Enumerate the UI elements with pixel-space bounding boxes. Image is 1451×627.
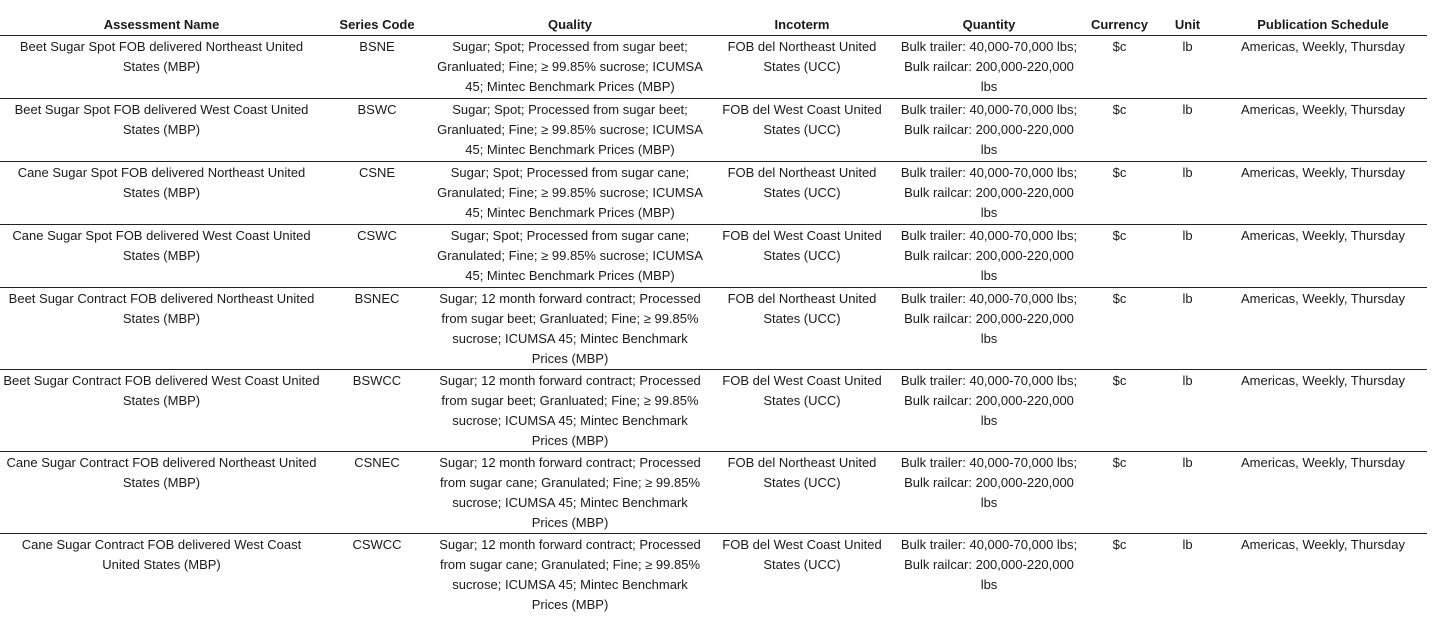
cell-currency: $c — [1083, 452, 1156, 534]
cell-unit: lb — [1156, 99, 1219, 162]
cell-unit: lb — [1156, 288, 1219, 370]
cell-series-code: CSNEC — [323, 452, 431, 534]
quantity-trailer: Bulk trailer: 40,000-70,000 lbs; — [900, 291, 1078, 306]
quantity-railcar: Bulk railcar: 200,000-220,000 lbs — [904, 122, 1074, 157]
cell-quality: Sugar; 12 month forward contract; Processed from sugar cane; Granulated; Fine; ≥ 99.85% sucrose; ICUMSA 45; Mintec Benchmark Prices (MBP) — [431, 452, 709, 534]
quantity-railcar: Bulk railcar: 200,000-220,000 lbs — [904, 557, 1074, 592]
quantity-trailer: Bulk trailer: 40,000-70,000 lbs; — [900, 39, 1078, 54]
cell-assessment-name: Beet Sugar Spot FOB delivered West Coast United States (MBP) — [0, 99, 323, 162]
cell-currency: $c — [1083, 36, 1156, 99]
cell-quantity — [895, 288, 1083, 370]
table-row — [0, 288, 1427, 370]
cell-quantity — [895, 452, 1083, 534]
cell-incoterm: FOB del Northeast United States (UCC) — [709, 162, 895, 225]
cell-publication-schedule: Americas, Weekly, Thursday — [1219, 225, 1427, 288]
cell-assessment-name: Cane Sugar Contract FOB delivered West Coast United States (MBP) — [21, 537, 302, 572]
cell-incoterm: FOB del Northeast United States (UCC) — [709, 288, 895, 370]
cell-incoterm: FOB del West Coast United States (UCC) — [722, 537, 882, 572]
header-unit: Unit — [1156, 15, 1219, 36]
quantity-railcar: Bulk railcar: 200,000-220,000 lbs — [904, 393, 1074, 428]
cell-series-code: CSWCC — [352, 537, 402, 552]
cell-unit: lb — [1182, 537, 1193, 552]
cell-quality: Sugar; 12 month forward contract; Processed from sugar beet; Granluated; Fine; ≥ 99.85% sucrose; ICUMSA 45; Mintec Benchmark Prices (MBP) — [431, 288, 709, 370]
cell-quantity — [895, 225, 1083, 288]
table-row — [0, 162, 1427, 225]
cell-quantity — [895, 370, 1083, 452]
cell-series-code: BSNE — [323, 36, 431, 99]
cell-quality: Sugar; Spot; Processed from sugar beet; Granluated; Fine; ≥ 99.85% sucrose; ICUMSA 45; Mintec Benchmark Prices (MBP) — [431, 36, 709, 99]
cell-series-code: CSNE — [323, 162, 431, 225]
cell-unit: lb — [1156, 36, 1219, 99]
cell-unit: lb — [1156, 452, 1219, 534]
quantity-railcar: Bulk railcar: 200,000-220,000 lbs — [904, 475, 1074, 510]
cell-series-code: BSWC — [323, 99, 431, 162]
cell-currency: $c — [1112, 537, 1127, 552]
cell-quantity — [895, 36, 1083, 99]
cell-assessment-name: Cane Sugar Contract FOB delivered Northeast United States (MBP) — [0, 452, 323, 534]
quantity-trailer: Bulk trailer: 40,000-70,000 lbs; — [900, 373, 1078, 388]
cell-currency: $c — [1083, 370, 1156, 452]
cell-publication-schedule: Americas, Weekly, Thursday — [1219, 370, 1427, 452]
cell-series-code: BSNEC — [323, 288, 431, 370]
table-row — [0, 452, 1427, 534]
cell-incoterm: FOB del West Coast United States (UCC) — [709, 225, 895, 288]
header-incoterm: Incoterm — [709, 15, 895, 36]
cell-currency: $c — [1083, 288, 1156, 370]
table-row — [0, 36, 1427, 99]
cell-currency: $c — [1083, 225, 1156, 288]
header-quantity: Quantity — [895, 15, 1083, 36]
cell-publication-schedule: Americas, Weekly, Thursday — [1219, 36, 1427, 99]
header-assessment-name: Assessment Name — [0, 15, 323, 36]
cell-assessment-name: Beet Sugar Contract FOB delivered West Coast United States (MBP) — [0, 370, 323, 452]
cell-quantity — [895, 99, 1083, 162]
cell-quantity — [895, 162, 1083, 225]
cell-assessment-name: Beet Sugar Contract FOB delivered Northeast United States (MBP) — [0, 288, 323, 370]
cell-quality: Sugar; 12 month forward contract; Processed from sugar beet; Granluated; Fine; ≥ 99.85% sucrose; ICUMSA 45; Mintec Benchmark Prices (MBP) — [431, 370, 709, 452]
table-row — [0, 370, 1427, 452]
quantity-trailer: Bulk trailer: 40,000-70,000 lbs; — [900, 455, 1078, 470]
quantity-railcar: Bulk railcar: 200,000-220,000 lbs — [904, 59, 1074, 94]
cell-incoterm: FOB del Northeast United States (UCC) — [709, 452, 895, 534]
assessment-table — [0, 15, 1427, 615]
cell-assessment-name: Cane Sugar Spot FOB delivered Northeast United States (MBP) — [0, 162, 323, 225]
cell-quality: Sugar; Spot; Processed from sugar cane; Granulated; Fine; ≥ 99.85% sucrose; ICUMSA 45; Mintec Benchmark Prices (MBP) — [431, 225, 709, 288]
cell-quality: Sugar; 12 month forward contract; Processed from sugar cane; Granulated; Fine; ≥ 99.85% sucrose; ICUMSA 45; Mintec Benchmark Prices (MBP) — [439, 537, 701, 612]
cell-quantity — [895, 534, 1083, 616]
cell-quality: Sugar; Spot; Processed from sugar beet; Granluated; Fine; ≥ 99.85% sucrose; ICUMSA 45; Mintec Benchmark Prices (MBP) — [431, 99, 709, 162]
cell-publication-schedule: Americas, Weekly, Thursday — [1219, 99, 1427, 162]
quantity-railcar: Bulk railcar: 200,000-220,000 lbs — [904, 248, 1074, 283]
cell-currency: $c — [1083, 162, 1156, 225]
quantity-railcar: Bulk railcar: 200,000-220,000 lbs — [904, 185, 1074, 220]
cell-unit: lb — [1156, 162, 1219, 225]
quantity-trailer: Bulk trailer: 40,000-70,000 lbs; — [900, 228, 1078, 243]
cell-series-code: BSWCC — [323, 370, 431, 452]
cell-assessment-name: Beet Sugar Spot FOB delivered Northeast United States (MBP) — [0, 36, 323, 99]
cell-publication-schedule: Americas, Weekly, Thursday — [1219, 288, 1427, 370]
header-publication-schedule: Publication Schedule — [1219, 15, 1427, 36]
quantity-railcar: Bulk railcar: 200,000-220,000 lbs — [904, 311, 1074, 346]
table-row — [0, 534, 1427, 616]
cell-incoterm: FOB del Northeast United States (UCC) — [709, 36, 895, 99]
cell-incoterm: FOB del West Coast United States (UCC) — [709, 99, 895, 162]
cell-unit: lb — [1156, 370, 1219, 452]
header-currency: Currency — [1083, 15, 1156, 36]
cell-incoterm: FOB del West Coast United States (UCC) — [709, 370, 895, 452]
table-row — [0, 225, 1427, 288]
quantity-trailer: Bulk trailer: 40,000-70,000 lbs; — [900, 537, 1078, 552]
table-row — [0, 99, 1427, 162]
cell-publication-schedule: Americas, Weekly, Thursday — [1219, 162, 1427, 225]
cell-currency: $c — [1083, 99, 1156, 162]
cell-assessment-name: Cane Sugar Spot FOB delivered West Coast United States (MBP) — [0, 225, 323, 288]
cell-unit: lb — [1156, 225, 1219, 288]
quantity-trailer: Bulk trailer: 40,000-70,000 lbs; — [900, 102, 1078, 117]
header-quality: Quality — [431, 15, 709, 36]
header-row — [0, 15, 1427, 36]
header-series-code: Series Code — [323, 15, 431, 36]
cell-publication-schedule: Americas, Weekly, Thursday — [1241, 537, 1405, 552]
cell-publication-schedule: Americas, Weekly, Thursday — [1219, 452, 1427, 534]
quantity-trailer: Bulk trailer: 40,000-70,000 lbs; — [900, 165, 1078, 180]
cell-series-code: CSWC — [323, 225, 431, 288]
cell-quality: Sugar; Spot; Processed from sugar cane; Granulated; Fine; ≥ 99.85% sucrose; ICUMSA 45; Mintec Benchmark Prices (MBP) — [431, 162, 709, 225]
